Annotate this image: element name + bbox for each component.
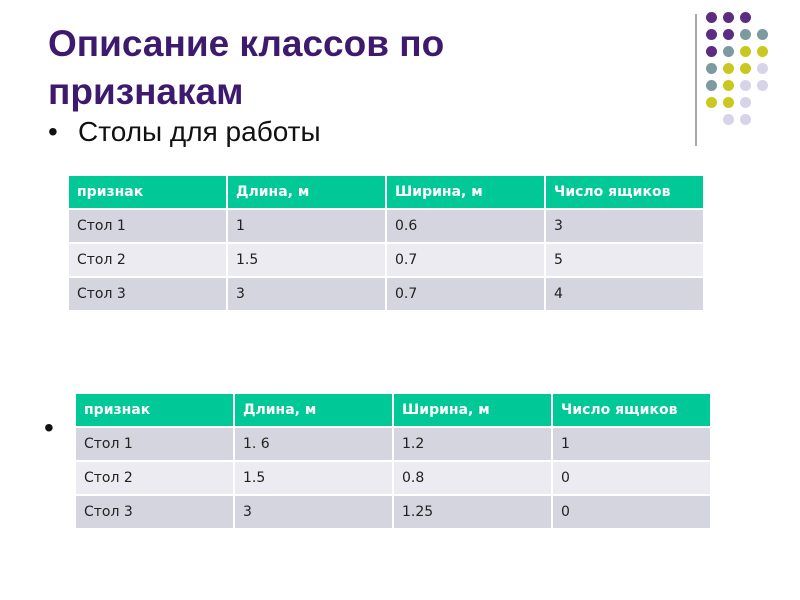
table-cell: 5 (546, 244, 703, 276)
decorative-dot (740, 80, 751, 91)
table-cell: 1.5 (228, 244, 385, 276)
header-cell: Длина, м (235, 394, 392, 426)
desks-table-1 (67, 174, 705, 312)
bullet-item (48, 114, 321, 150)
table-cell: 0 (553, 496, 710, 528)
table-cell: 1.2 (394, 428, 551, 460)
decorative-dot (757, 63, 768, 74)
header-cell: Ширина, м (387, 176, 544, 208)
table-header-row (69, 176, 703, 208)
table-cell: Стол 1 (69, 210, 226, 242)
table-row (76, 462, 710, 494)
table-cell: 0.8 (394, 462, 551, 494)
table-cell: Стол 3 (76, 496, 233, 528)
table-row (76, 428, 710, 460)
table-cell: Стол 2 (76, 462, 233, 494)
decorative-dot (740, 29, 751, 40)
table-row (69, 210, 703, 242)
table-cell: Стол 3 (69, 278, 226, 310)
decorative-dot (706, 29, 717, 40)
table-row (76, 496, 710, 528)
decorative-dot (723, 97, 734, 108)
slide-title: Описание классов по признакам (48, 23, 445, 112)
header-cell: Число ящиков (553, 394, 710, 426)
bullet-marker-empty: • (44, 412, 54, 443)
table-cell: 1 (553, 428, 710, 460)
decorative-dot (757, 80, 768, 91)
decorative-dot (706, 63, 717, 74)
table-cell: 1 (228, 210, 385, 242)
table-row (69, 278, 703, 310)
header-cell: Ширина, м (394, 394, 551, 426)
decorative-dot (757, 46, 768, 57)
table-cell: 3 (228, 278, 385, 310)
bullet-text: Столы для работы (78, 116, 321, 147)
table-cell: Стол 1 (76, 428, 233, 460)
decorative-dot (723, 12, 734, 23)
decorative-dot (740, 114, 751, 125)
decorative-dot (740, 97, 751, 108)
decorative-dot (740, 12, 751, 23)
decorative-dot (740, 63, 751, 74)
header-cell: признак (69, 176, 226, 208)
decorative-dot (757, 29, 768, 40)
table-cell: 0 (553, 462, 710, 494)
decorative-dot (723, 114, 734, 125)
decorative-dot (723, 29, 734, 40)
decorative-dot (706, 97, 717, 108)
table-cell: 0.6 (387, 210, 544, 242)
table-cell: 0.7 (387, 278, 544, 310)
decorative-dot (723, 80, 734, 91)
table-cell: 3 (546, 210, 703, 242)
table-cell: 3 (235, 496, 392, 528)
table-header-row (76, 394, 710, 426)
table-cell: 1.25 (394, 496, 551, 528)
table-cell: 4 (546, 278, 703, 310)
table-row (69, 244, 703, 276)
decorative-dot (740, 46, 751, 57)
table-cell: 0.7 (387, 244, 544, 276)
decorative-dot (706, 80, 717, 91)
table-cell: Стол 2 (69, 244, 226, 276)
decorative-dot (706, 12, 717, 23)
header-cell: Число ящиков (546, 176, 703, 208)
decorative-divider (695, 14, 697, 146)
decorative-dot (723, 46, 734, 57)
desks-table-2 (74, 392, 712, 530)
header-cell: признак (76, 394, 233, 426)
bullet-marker: • (48, 116, 58, 147)
decorative-dot (723, 63, 734, 74)
decorative-dot (706, 46, 717, 57)
header-cell: Длина, м (228, 176, 385, 208)
table-cell: 1.5 (235, 462, 392, 494)
table-cell: 1. 6 (235, 428, 392, 460)
